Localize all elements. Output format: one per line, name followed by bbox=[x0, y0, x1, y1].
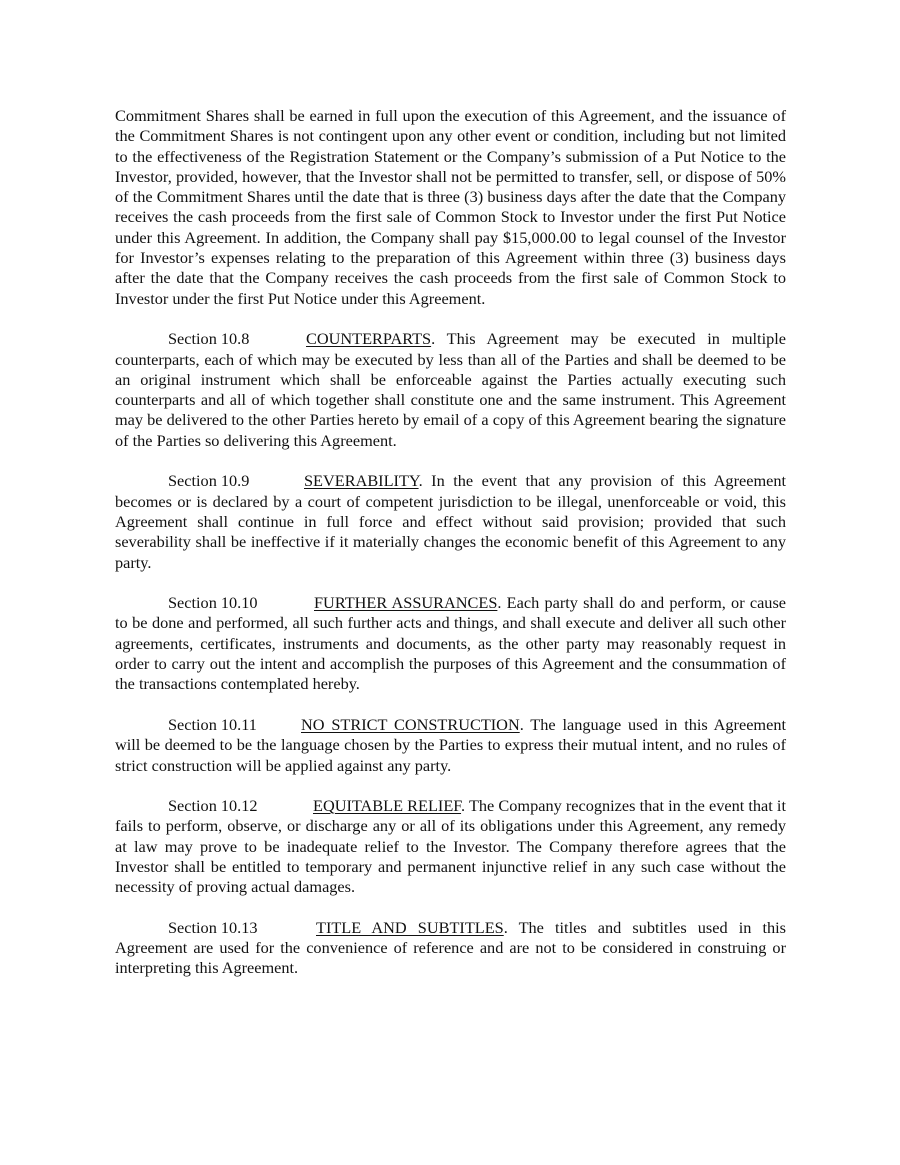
section-number: Section 10.10 bbox=[168, 593, 258, 613]
section-number: Section 10.13 bbox=[168, 917, 258, 937]
section-body: . The titles and subtitles used in this Agreement are used for the convenience of reference and are not to be considered in construing or interpreting this Agreement. bbox=[115, 917, 786, 978]
section-body: . Each party shall do and perform, or cause to be done and performed, all such further acts and things, and shall execute and deliver all such other agreements, certificates, instruments and documents, as the other party may reasonably request in order to carry out the intent and accomplish the purposes of this Agreement and the consummation of the transactions contemplated hereby. bbox=[115, 593, 787, 694]
section-number: Section 10.12 bbox=[168, 796, 258, 816]
section-10-11 bbox=[115, 715, 786, 776]
section-title: NO STRICT CONSTRUCTION bbox=[301, 714, 520, 734]
section-number: Section 10.11 bbox=[168, 714, 257, 734]
section-body: . In the event that any provision of this Agreement becomes or is declared by a court of competent jurisdiction to be illegal, unenforceable or void, this Agreement shall continue in full force and effect without said provision; provided that such severability shall be ineffective if it materially changes the economic benefit of this Agreement to any party. bbox=[115, 471, 786, 572]
section-10-12 bbox=[115, 796, 786, 897]
intro-paragraph: Commitment Shares shall be earned in full upon the execution of this Agreement, and the issuance of the Commitment Shares is not contingent upon any other event or condition, including but not limited to the effectiveness of the Registration Statement or the Company’s submission of a Put Notice to the Investor, provided, however, that the Investor shall not be permitted to transfer, sell, or dispose of 50% of the Commitment Shares until the date that is three (3) business days after the date that the Company receives the cash proceeds from the first sale of Common Stock to Investor under the first Put Notice under this Agreement. In addition, the Company shall pay $15,000.00 to legal counsel of the Investor for Investor’s expenses relating to the preparation of this Agreement within three (3) business days after the date that the Company receives the cash proceeds from the first sale of Common Stock to Investor under the first Put Notice under this Agreement. bbox=[115, 106, 786, 308]
section-body: . The Company recognizes that in the event that it fails to perform, observe, or discharge any or all of its obligations under this Agreement, any remedy at law may prove to be inadequate relief to the Investor. The Company therefore agrees that the Investor shall be entitled to temporary and permanent injunctive relief in any such case without the necessity of proving actual damages. bbox=[115, 796, 786, 897]
section-10-13 bbox=[115, 918, 786, 979]
section-number: Section 10.9 bbox=[168, 471, 250, 491]
section-title: SEVERABILITY bbox=[304, 471, 419, 491]
section-title: FURTHER ASSURANCES bbox=[314, 593, 498, 613]
section-10-8 bbox=[115, 329, 786, 451]
section-10-9 bbox=[115, 471, 786, 572]
section-body: . The language used in this Agreement will be deemed to be the language chosen by the Parties to express their mutual intent, and no rules of strict construction will be applied against any party. bbox=[115, 714, 786, 775]
section-title: EQUITABLE RELIEF bbox=[313, 796, 462, 816]
section-body: . This Agreement may be executed in multiple counterparts, each of which may be executed by less than all of the Parties and shall be deemed to be an original instrument which shall be enforceable against the Parties actually executing such counterparts and all of which together shall constitute one and the same instrument. This Agreement may be delivered to the other Parties hereto by email of a copy of this Agreement bearing the signature of the Parties so delivering this Agreement. bbox=[115, 329, 786, 450]
section-number: Section 10.8 bbox=[168, 329, 250, 349]
section-10-10 bbox=[115, 593, 786, 694]
document-body bbox=[115, 106, 786, 999]
section-title: TITLE AND SUBTITLES bbox=[316, 917, 504, 937]
section-title: COUNTERPARTS bbox=[306, 329, 432, 349]
